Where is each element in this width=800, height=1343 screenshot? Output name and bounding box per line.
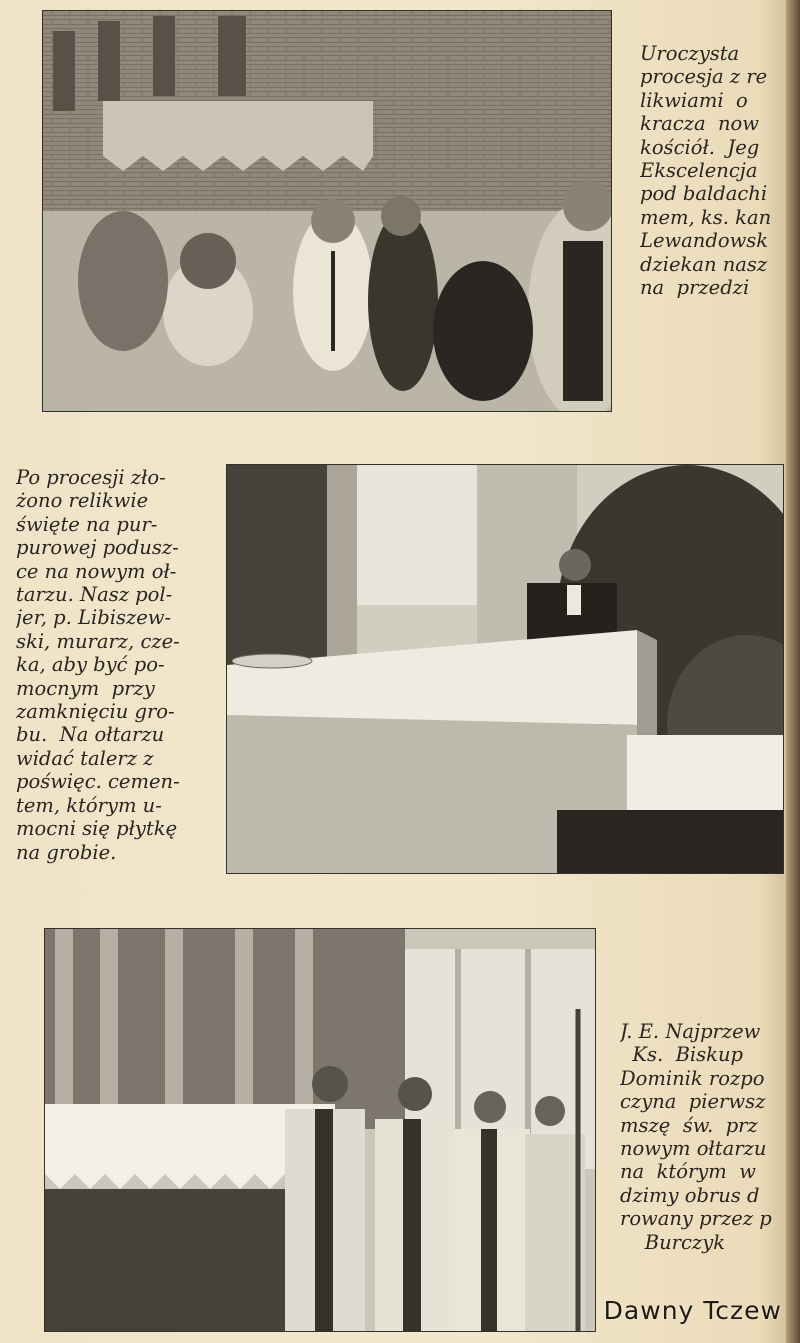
book-spine [786,0,800,1343]
procession-caption: Uroczysta procesja z re likwiami o kracza now kościół. Jeg Ekscelencja pod baldachi mem, ks. kan Lewandowsk dziekan nasz na przedzi [640,42,772,300]
mass-photo [44,928,596,1332]
watermark-text: Dawny Tczew [603,1296,782,1325]
procession-photo-image [43,11,611,411]
altar-photo-image [227,465,783,873]
procession-photo [42,10,612,412]
mass-photo-image [45,929,595,1331]
altar-caption: Po procesji zło- żono relikwie święte na pur- purowej podusz- ce na nowym oł- tarzu. Nasz pol- jer, p. Libiszew- ski, murarz, cze- ka, aby być po- mocnym przy zamknięciu gro- bu. Na ołtarzu widać talerz z poświęc. cemen- tem, którym u- mocni się płytkę na grobie. [16,466,180,864]
altar-photo [226,464,784,874]
mass-caption: J. E. Najprzew Ks. Biskup Dominik rozpo czyna pierwsz mszę św. prz nowym ołtarzu na którym w dzimy obrus d rowany przez p Burczyk [620,1020,772,1254]
